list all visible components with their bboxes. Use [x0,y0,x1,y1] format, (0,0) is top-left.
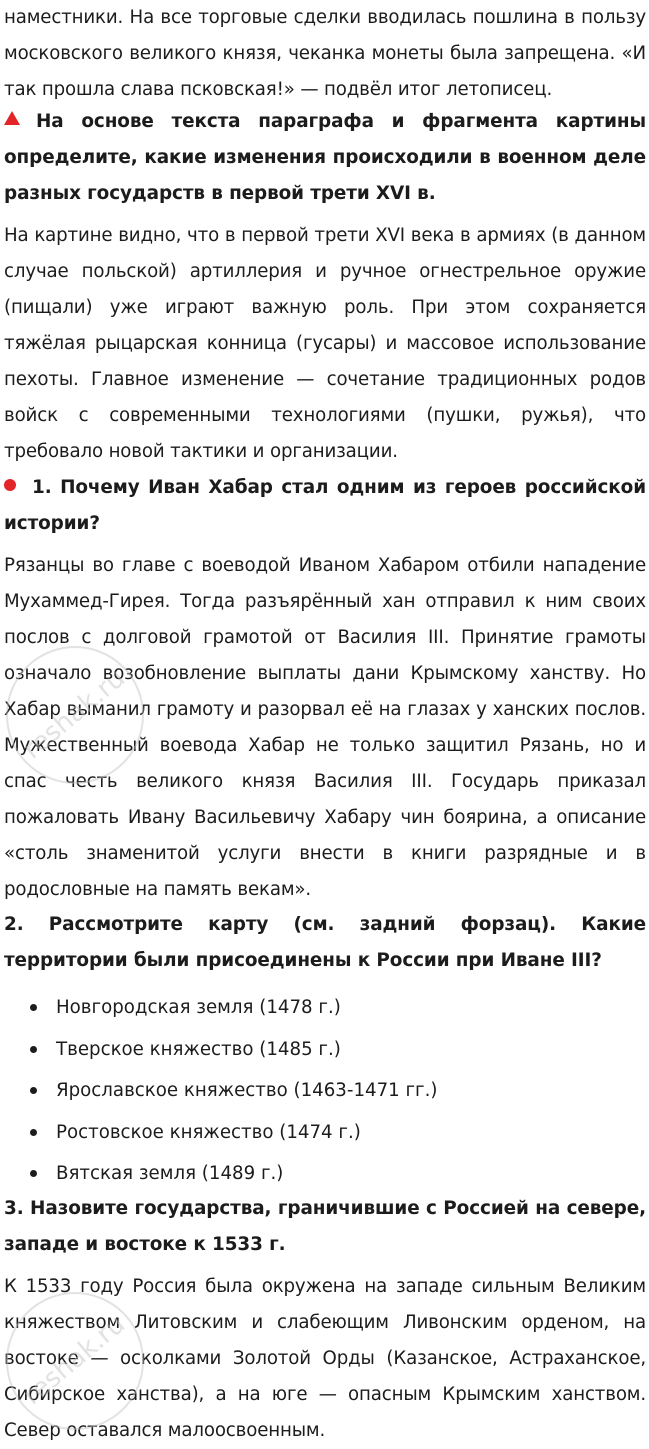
task-triangle-question [4,104,646,212]
task-2 [4,907,646,1195]
red-dot-icon [4,479,16,491]
task-triangle-question-text: На основе текста параграфа и фрагмента картины определите, какие изменения происходили в военном деле разных государств в первой трети XVI в. [4,111,646,204]
list-item: Ярославское княжество (1463-1471 гг.) [4,1070,646,1112]
list-item: Тверское княжество (1485 г.) [4,1029,646,1071]
task-2-question: 2. Рассмотрите карту (см. задний форзац). Какие территории были присоединены к России при Иване III? [4,914,646,971]
bullet-icon [30,1170,37,1177]
bullet-icon [30,1129,37,1136]
task-triangle [4,104,646,470]
intro-block [4,0,646,108]
task-1-answer: Рязанцы во главе с воеводой Иваном Хабаром отбили нападение Мухаммед-Гирея. Тогда разъярённый хан отправил к ним своих послов с долговой грамотой от Василия III. Принятие грамоты означало возобновление выплаты дани Крымскому ханству. Но Хабар выманил грамоту и разорвал её на глазах у ханских послов. Мужественный воевода Хабар не только защитил Рязань, но и спас честь великого князя Василия III. Государь приказал пожаловать Ивану Васильевичу Хабару чин боярина, а описание «столь знаменитой услуги внести в книги разрядные и в родословные на память векам». [4,555,646,900]
bullet-icon [30,1004,37,1011]
task-3-question: 3. Назовите государства, граничившие с Россией на севере, западе и востоке к 1533 г. [4,1198,646,1255]
list-item: Ростовское княжество (1474 г.) [4,1112,646,1154]
territory-list [4,987,646,1195]
svg-text:reshak.ru: reshak.ru [17,1309,131,1412]
task-1-question-text: 1. Почему Иван Хабар стал одним из героев российской истории? [4,477,646,534]
intro-paragraph: наместники. На все торговые сделки вводилась пошлина в пользу московского великого князя, чеканка монеты была запрещена. «И так прошла слава псковская!» — подвёл итог летописец. [4,7,646,100]
list-item: Вятская земля (1489 г.) [4,1153,646,1195]
red-triangle-icon [4,111,20,125]
task-triangle-answer: На картине видно, что в первой трети XVI века в армиях (в данном случае польской) артиллерия и ручное огнестрельное оружие (пищали) уже играют важную роль. При этом сохраняется тяжёлая рыцарская конница (гусары) и массовое использование пехоты. Главное изменение — сочетание традиционных родов войск с современными технологиями (пушки, ружья), что требовало новой тактики и организации. [4,225,646,462]
task-1 [4,470,646,908]
list-item: Новгородская земля (1478 г.) [4,987,646,1029]
task-3-answer: К 1533 году Россия была окружена на западе сильным Великим княжеством Литовским и слабеющим Ливонским орденом, на востоке — осколками Золотой Орды (Казанское, Астраханское, Сибирское ханства), а на юге — опасным Крымским ханством. Север оставался малоосвоенным. [4,1276,646,1441]
task-3 [4,1191,646,1449]
bullet-icon [30,1046,37,1053]
svg-text:reshak.ru: reshak.ru [17,663,131,766]
task-1-question [4,470,646,542]
bullet-icon [30,1087,37,1094]
